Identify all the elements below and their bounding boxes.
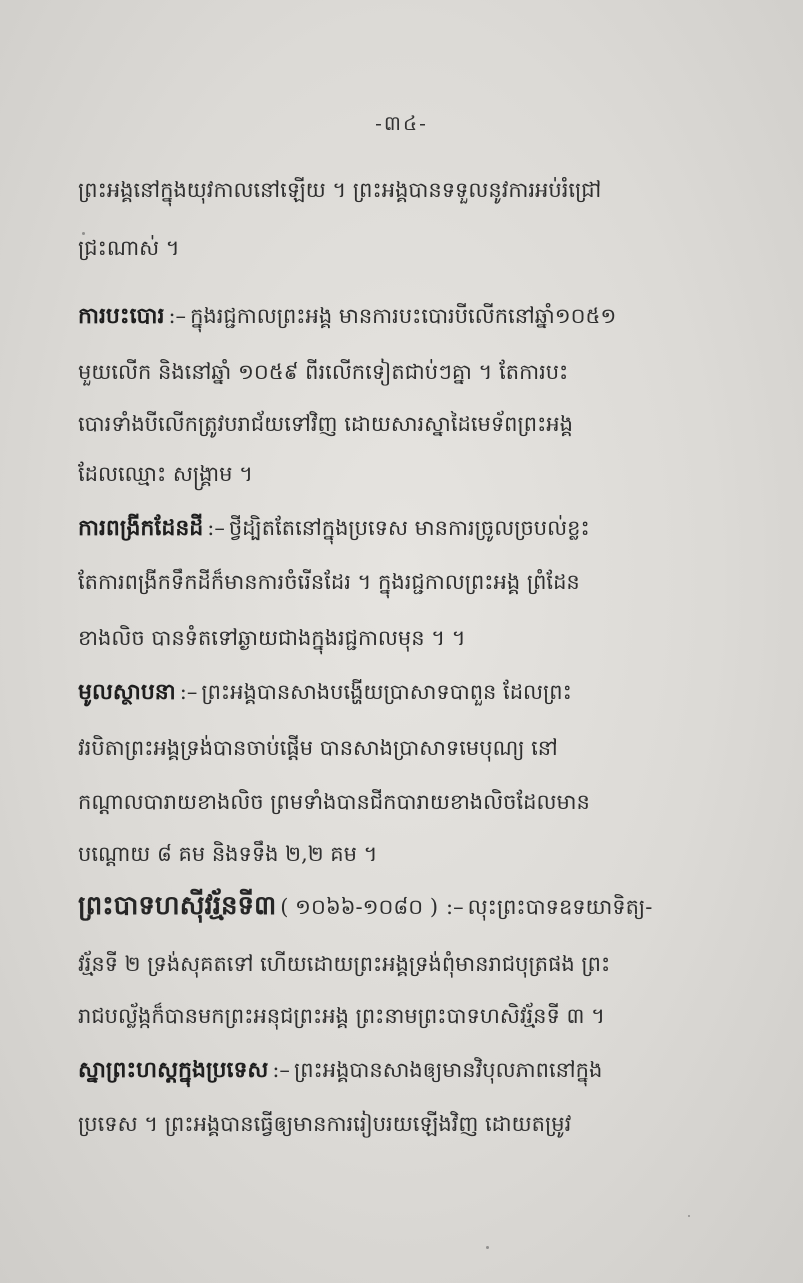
line-text: មួយលើក និងនៅឆ្នាំ ១០៥៩ ពីរលើកទៀតជាប់ៗគ្នា ។ តែការបះ — [78, 360, 569, 384]
line-text: បណ្តោយ ៨ គម និងទទឹង ២,២ គម ។ — [78, 842, 378, 866]
line-text: ប្រទេស ។ ព្រះអង្គបានធ្វើឲ្យមានការរៀបរយឡើងវិញ ដោយតម្រូវ — [78, 1112, 572, 1136]
section-line — [78, 508, 758, 549]
text-line — [78, 170, 758, 210]
line-text: បោរទាំងបីលើកត្រូវបរាជ័យទៅវិញ ដោយសារស្នាដៃមេទ័ពព្រះអង្គ — [78, 412, 573, 436]
line-text: វរបិតាព្រះអង្គទ្រង់បានចាប់ផ្តើម បានសាងប្រាសាទមេបុណ្យ នៅ — [78, 736, 558, 760]
text-line — [78, 352, 758, 392]
text-line — [78, 228, 758, 268]
king-heading: ព្រះបាទហស៊ីវរ្ម័នទី៣ — [78, 891, 277, 921]
heading-separator: :– — [446, 895, 464, 919]
section-heading: ការបះបោរ — [78, 304, 165, 329]
page-number: -៣៤- — [375, 111, 428, 135]
reign-years: ( ១០៦៦-១០៨០ ) — [280, 895, 439, 919]
section-line — [78, 886, 758, 927]
heading-separator: :– — [272, 1058, 290, 1082]
heading-separator: :– — [168, 304, 187, 328]
text-line — [78, 996, 758, 1036]
section-heading: ស្នាព្រះហស្តក្នុងប្រទេស — [78, 1058, 269, 1083]
ink-speck — [486, 1246, 489, 1249]
section-heading: មូលស្ថាបនា — [78, 680, 176, 705]
heading-separator: :– — [207, 516, 225, 540]
line-text: ក្នុងរជ្ជកាលព្រះអង្គ មានការបះបោរបីលើកនៅឆ្នាំ១០៥១ — [190, 304, 617, 328]
text-line — [78, 944, 758, 984]
text-line — [78, 782, 758, 822]
text-line — [78, 1104, 758, 1144]
heading-separator: :– — [179, 680, 198, 704]
text-line — [78, 834, 758, 874]
text-line — [78, 454, 758, 494]
line-text: រាជបល្ល័ង្កក៏បានមកព្រះអនុជព្រះអង្គ ព្រះនាមព្រះបាទហសិវរ្ម័នទី ៣ ។ — [78, 1004, 605, 1028]
section-line — [78, 672, 758, 713]
line-text: លុះព្រះបាទឧទយាទិត្យ- — [467, 895, 653, 919]
line-text: តែការពង្រីកទឹកដីក៏មានការចំរើនដែរ ។ ក្នុងរជ្ជកាលព្រះអង្គ ព្រំដែន — [78, 570, 580, 594]
line-text: ជ្រះណាស់ ។ — [78, 236, 180, 260]
text-line — [78, 562, 758, 602]
line-text: ព្រះអង្គនៅក្នុងយុវកាលនៅឡើយ ។ ព្រះអង្គបានទទួលនូវការអប់រំជ្រៅ — [78, 178, 602, 202]
section-heading: ការពង្រីកដែនដី — [78, 516, 204, 541]
section-line — [78, 296, 758, 337]
line-text: ដែលឈ្មោះ សង្គ្រាម ។ — [78, 462, 253, 486]
line-text: ព្រះអង្គបានសាងបង្ហើយប្រាសាទបាពួន ដែលព្រះ — [201, 680, 572, 704]
text-line — [78, 618, 758, 658]
line-text: ខាងលិច បានទំតទៅឆ្ងាយជាងក្នុងរជ្ជកាលមុន ។ ។ — [78, 626, 466, 650]
text-line — [78, 404, 758, 444]
line-text: ថ្វីដ្បិតតែនៅក្នុងប្រទេស មានការច្រូលច្របល់ខ្លះ — [228, 516, 590, 540]
text-line — [78, 728, 758, 768]
line-text: កណ្តាលបារាយខាងលិច ព្រមទាំងបានជីកបារាយខាងលិចដែលមាន — [78, 790, 590, 814]
section-line — [78, 1050, 758, 1091]
ink-speck — [688, 1215, 690, 1217]
line-text: ព្រះអង្គបានសាងឲ្យមានវិបុលភាពនៅក្នុង — [293, 1058, 603, 1082]
line-text: វរ្ម័នទី ២ ទ្រង់សុគតទៅ ហើយដោយព្រះអង្គទ្រង់ពុំមានរាជបុត្រផង ព្រះ — [78, 952, 611, 976]
